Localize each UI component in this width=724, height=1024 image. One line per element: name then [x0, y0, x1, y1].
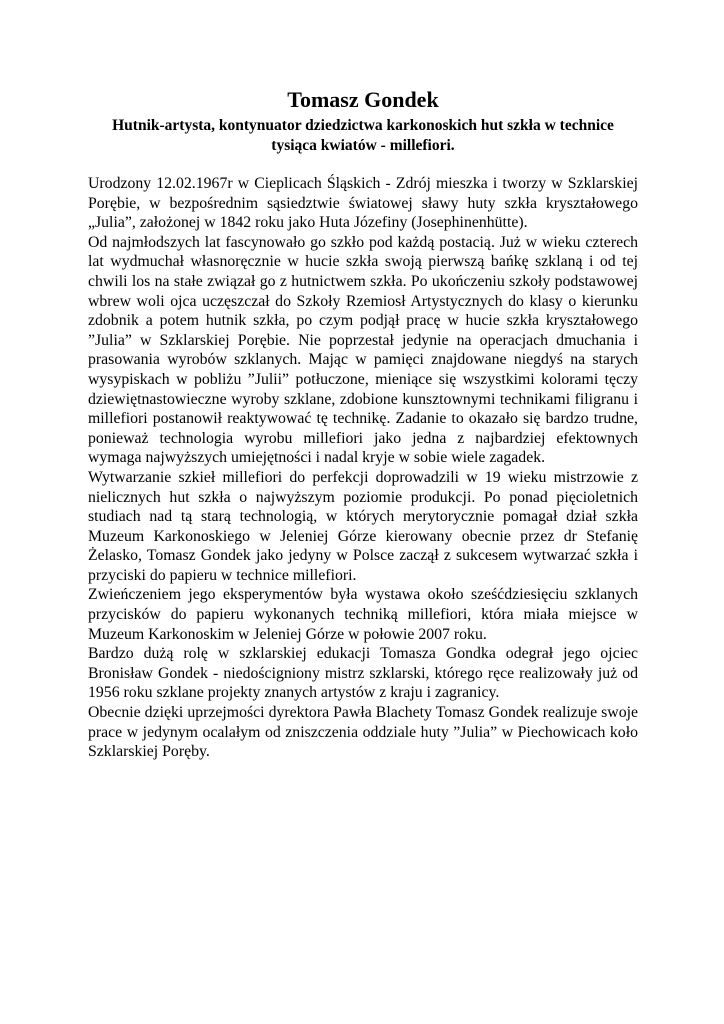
- paragraph-millefiori: Wytwarzanie szkieł millefiori do perfekcji doprowadzili w 19 wieku mistrzowie z nielicznych hut szkła o najwyższym poziomie produkcji. Po ponad pięcioletnich studiach nad tą starą technologią, w których merytorycznie pomagał dział szkła Muzeum Karkonoskiego w Jeleniej Górze kierowany obecnie przez dr Stefanię Żelasko, Tomasz Gondek jako jedyny w Polsce zaczął z sukcesem wytwarzać szkła i przyciski do papieru w technice millefiori.: [88, 468, 638, 584]
- paragraph-birth: Urodzony 12.02.1967r w Cieplicach Śląskich - Zdrój mieszka i tworzy w Szklarskiej Porębie, w bezpośrednim sąsiedztwie światowej sławy huty szkła kryształowego „Julia”, założonej w 1842 roku jako Huta Józefiny (Josephinenhütte).: [88, 175, 638, 232]
- paragraph-exhibition: Zwieńczeniem jego eksperymentów była wystawa około sześćdziesięciu szklanych przycisków do papieru wykonanych techniką millefiori, która miała miejsce w Muzeum Karkonoskim w Jeleniej Górze w połowie 2007 roku.: [88, 586, 638, 643]
- paragraph-father: Bardzo dużą rolę w szklarskiej edukacji Tomasza Gondka odegrał jego ojciec Bronisław Gondek - niedościgniony mistrz szklarski, którego ręce realizowały już od 1956 roku szklane projekty znanych artystów z kraju i zagranicy.: [88, 645, 638, 702]
- paragraph-youth: Od najmłodszych lat fascynowało go szkło pod każdą postacią. Już w wieku czterech lat wydmuchał własnoręcznie w hucie szkła swoją pierwszą bańkę szklaną i od tej chwili los na stałe związał go z hutnictwem szkła. Po ukończeniu szkoły podstawowej wbrew woli ojca uczęszczał do Szkoły Rzemiosł Artystycznych do klasy o kierunku zdobnik a potem hutnik szkła, po czym podjął pracę w hucie szkła kryształowego ”Julia” w Szklarskiej Porębie. Nie poprzestał jedynie na operacjach dmuchania i prasowania wyrobów szklanych. Mając w pamięci znajdowane niegdyś na starych wysypiskach w pobliżu ”Julii” potłuczone, mieniące się wszystkimi kolorami tęczy dziewiętnastowieczne wyroby szklane, zdobione kunsztownymi technikami filigranu i millefiori postanowił reaktywować tę technikę. Zadanie to okazało się bardzo trudne, ponieważ technologia wyrobu millefiori jako jedna z najbardziej efektownych wymaga najwyższych umiejętności i nadal kryje w sobie wiele zagadek.: [88, 233, 638, 467]
- document-title: Tomasz Gondek: [287, 87, 439, 112]
- document-subtitle: Hutnik-artysta, kontynuator dziedzictwa karkonoskich hut szkła w technice tysiąca kwiatów - millefiori.: [112, 117, 614, 154]
- paragraph-present: Obecnie dzięki uprzejmości dyrektora Pawła Blachety Tomasz Gondek realizuje swoje prace w jedynym ocalałym od zniszczenia oddziale huty ”Julia” w Piechowicach koło Szklarskiej Poręby.: [88, 704, 638, 761]
- document-page: [88, 86, 638, 762]
